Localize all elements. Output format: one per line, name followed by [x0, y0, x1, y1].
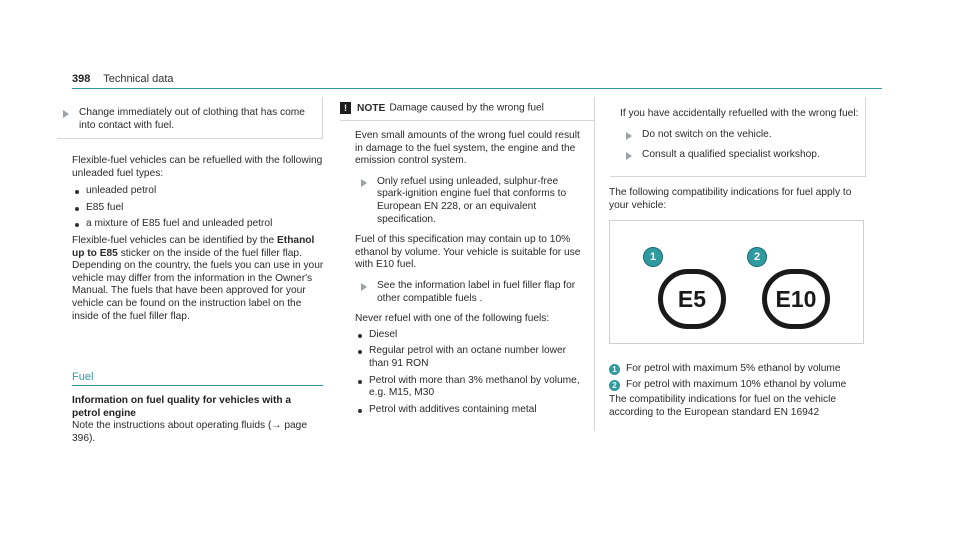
section-title-fuel: Fuel: [72, 371, 94, 383]
bullet-icon: [75, 207, 79, 211]
callout-1-icon: 1: [643, 247, 663, 267]
compatibility-intro: The following compatibility indications for fuel apply to your vehicle:: [609, 187, 852, 211]
sticker-name: Ethanol up to E85: [72, 234, 315, 259]
info-box-bottom-border: [610, 176, 865, 177]
closing-text: The compatibility indications for fuel on the vehicle according to the European standard EN 16942: [609, 394, 837, 418]
note-box-divider: [340, 120, 594, 121]
step-refuel-unleaded: Only refuel using unleaded, sulphur-free spark-ignition engine fuel that conforms to European EN 228, or an equivalent specification.: [355, 176, 585, 226]
legend-number-icon: 2: [609, 380, 620, 391]
legend-number-icon: 1: [609, 364, 620, 375]
bullet-icon: [358, 409, 362, 413]
step-see-label: See the information label in fuel filler flap for other compatible fuels .: [355, 280, 585, 305]
note-label: NOTE: [357, 102, 386, 114]
fuel-quality-info: [72, 395, 322, 445]
column-1-body: [72, 155, 324, 323]
callout-2-icon: 2: [747, 247, 767, 267]
bullet-icon: [358, 380, 362, 384]
step-change-clothing: Change immediately out of clothing that has come into contact with fuel.: [57, 107, 322, 132]
step-arrow-icon: [626, 152, 632, 160]
warning-box-bottom-border: [57, 138, 322, 139]
legend-item: 1 For petrol with maximum 5% ethanol by volume: [609, 363, 859, 376]
page-number: 398: [72, 73, 91, 85]
list-item: Petrol with additives containing metal: [355, 404, 585, 417]
note-title: Damage caused by the wrong fuel: [389, 102, 544, 114]
list-item: Diesel: [355, 329, 585, 342]
page-title: Technical data: [103, 73, 174, 85]
bullet-icon: [75, 190, 79, 194]
bullet-icon: [358, 334, 362, 338]
step-consult-workshop: Consult a qualified specialist workshop.: [620, 149, 860, 162]
ethanol-text: Fuel of this specification may contain up to 10% ethanol by volume. Your vehicle is suitable for use with E10 fuel.: [355, 234, 581, 271]
fuel-compatibility-figure: [609, 220, 864, 344]
section-rule: [72, 385, 323, 386]
column-1: [57, 107, 322, 132]
page-header: [72, 73, 174, 87]
flex-fuel-intro: Flexible-fuel vehicles can be refuelled with the following unleaded fuel types:: [72, 155, 323, 179]
damage-text: Even small amounts of the wrong fuel could result in damage to the fuel system, the engine and the emission control system.: [355, 130, 580, 167]
never-refuel-text: Never refuel with one of the following fuels:: [355, 313, 550, 325]
fuel-quality-subheading: Information on fuel quality for vehicles with a petrol engine: [72, 395, 292, 419]
bullet-icon: [75, 223, 79, 227]
column-3-box: [620, 108, 860, 162]
list-item: unleaded petrol: [72, 185, 324, 198]
step-arrow-icon: [361, 179, 367, 187]
e5-label-icon: E5: [658, 269, 726, 329]
identify-text: Flexible-fuel vehicles can be identified by the Ethanol up to E85 sticker on the inside of the fuel filler flap.: [72, 234, 315, 259]
step-arrow-icon: [63, 110, 69, 118]
step-arrow-icon: [361, 283, 367, 291]
accidental-refuel-text: If you have accidentally refuelled with the wrong fuel:: [620, 108, 859, 119]
fuel-types-list: [72, 185, 324, 231]
note-box-right-border: [594, 97, 595, 431]
bullet-icon: [358, 350, 362, 354]
legend: [609, 363, 859, 419]
info-box-right-border: [865, 97, 866, 177]
list-item: Petrol with more than 3% methanol by volume, e.g. M15, M30: [355, 375, 585, 400]
note-header: [340, 102, 592, 115]
step-arrow-icon: [626, 132, 632, 140]
warning-icon: !: [340, 102, 351, 114]
step-do-not-switch-on: Do not switch on the vehicle.: [620, 129, 860, 142]
bad-fuels-list: [355, 329, 585, 417]
country-text: Depending on the country, the fuels you can use in your vehicle may differ from the information in the Owner's Manual. The fuels that have been approved for your vehicle can be found on the instruction label on the inside of the fuel filler flap.: [72, 260, 324, 322]
e10-label-icon: E10: [762, 269, 830, 329]
warning-box-right-border: [322, 97, 323, 139]
list-item: a mixture of E85 fuel and unleaded petrol: [72, 218, 324, 231]
header-rule: [72, 88, 882, 89]
list-item: Regular petrol with an octane number lower than 91 RON: [355, 345, 585, 370]
column-2-body: [355, 130, 585, 420]
operating-fluids-note: Note the instructions about operating fluids (→ page 396).: [72, 420, 308, 444]
legend-item: 2 For petrol with maximum 10% ethanol by volume: [609, 379, 859, 392]
list-item: E85 fuel: [72, 202, 324, 215]
